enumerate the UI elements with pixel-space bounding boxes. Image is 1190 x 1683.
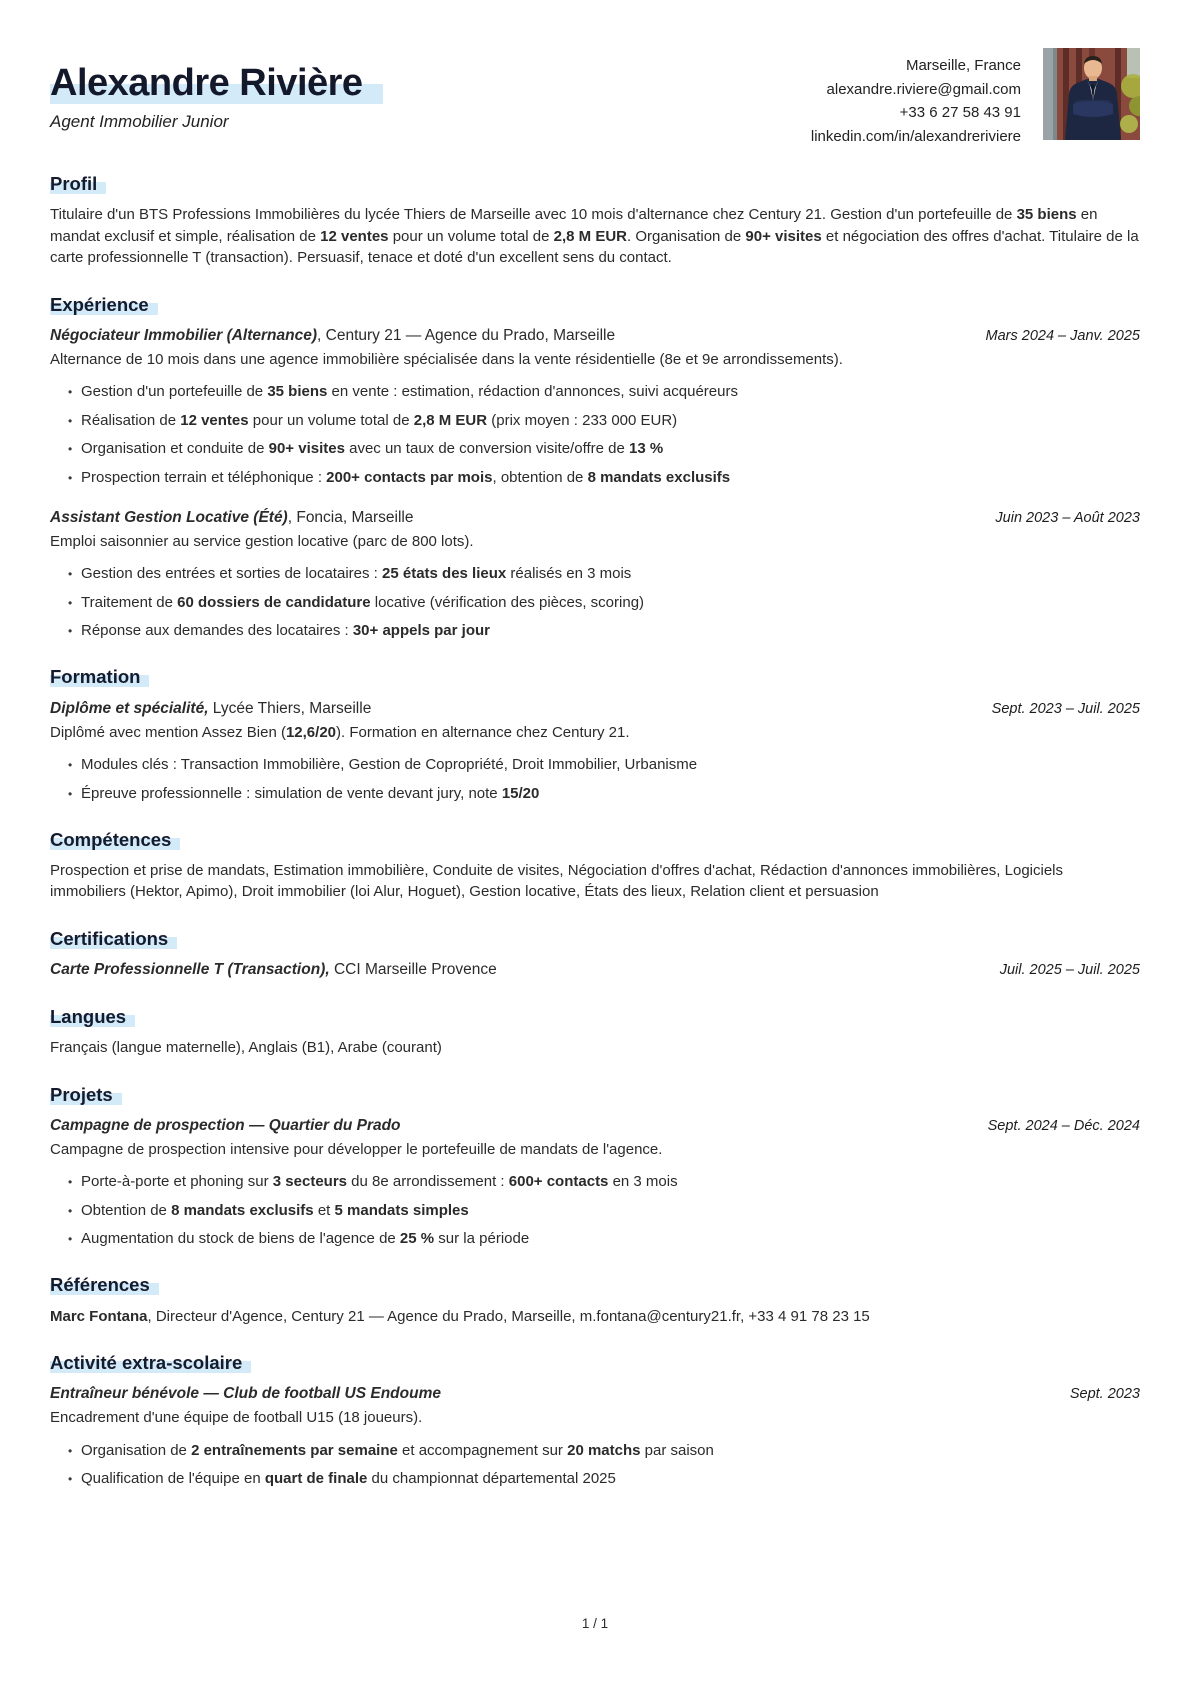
text-segment: , obtention de [492,468,588,486]
text-segment: et [313,1201,335,1219]
text-segment: Qualification de l'équipe en [81,1470,265,1488]
section-certifications [50,928,1140,981]
text-segment: Réponse aux demandes des locataires : [81,622,353,640]
text-segment: 20 matchs [567,1441,641,1459]
profile-photo [1043,48,1140,140]
text-segment: 13 % [629,440,664,458]
text-segment: 8 mandats exclusifs [171,1201,314,1219]
section-heading-text: Projets [50,1084,122,1105]
section-experience [50,294,1140,642]
text-segment: 35 biens [1016,206,1077,224]
entry-header [50,1115,1140,1137]
text-segment: ). Formation en alternance chez Century 21. [336,723,630,741]
header-identity [50,46,811,132]
text-segment: 12,6/20 [285,723,336,741]
text-segment: Marc Fontana [50,1307,148,1325]
text-segment: 600+ contacts [508,1173,609,1191]
text-segment: Gestion d'un portefeuille de [81,383,268,401]
text-segment: locative (vérification des pièces, scoring) [370,593,645,611]
bullet-item [68,468,1140,488]
entry [50,1115,1140,1250]
text-segment: Gestion des entrées et sorties de locataires : [81,565,382,583]
section-heading [50,1006,1140,1028]
text-segment: 2,8 M EUR [413,411,488,429]
text-segment: Modules clés : Transaction Immobilière, Gestion de Copropriété, Droit Immobilier, Urbanisme [81,756,698,774]
section-heading-text: Langues [50,1006,135,1027]
entry-description [50,1139,1140,1161]
entry [50,1383,1140,1489]
text-segment: pour un volume total de [388,227,554,245]
entry-description [50,1407,1140,1429]
section-competences [50,829,1140,903]
section-heading [50,928,1140,950]
text-segment: quart de finale [264,1470,368,1488]
text-segment: Prospection terrain et téléphonique : [81,468,327,486]
text-segment: 2,8 M EUR [553,227,627,245]
text-segment: 30+ appels par jour [352,622,490,640]
contact-line: Marseille, France [905,57,1021,74]
bullet-item [68,1172,1140,1192]
section-paragraph [50,1037,1140,1059]
text-segment: 200+ contacts par mois [326,468,493,486]
section-heading-text: Compétences [50,829,180,850]
section-heading-text: Expérience [50,294,158,315]
text-segment: Entraîneur bénévole — Club de football US Endoume [50,1385,441,1403]
text-segment: en mandat exclusif et simple, réalisation de [50,206,1098,245]
section-heading [50,829,1140,851]
text-segment: Négociateur Immobilier (Alternance) [50,326,318,344]
contact-line: alexandre.riviere@gmail.com [826,80,1021,98]
text-segment: Diplôme et spécialité, [50,699,209,717]
text-segment: 12 ventes [320,227,389,245]
text-segment: Encadrement d'une équipe de football U15 (18 joueurs). [50,1409,423,1427]
text-segment: Traitement de [81,593,178,611]
bullet-list [68,564,1140,641]
text-segment: , Century 21 — Agence du Prado, Marseille [317,326,616,344]
text-segment: Carte Professionnelle T (Transaction), [50,960,330,978]
text-segment: Lycée Thiers, Marseille [208,699,372,717]
contact-block [811,46,1021,148]
section-heading-text: Références [50,1274,159,1295]
bullet-item [68,382,1140,402]
entry-description [50,349,1140,371]
text-segment: Organisation de [81,1441,192,1459]
contact-line: linkedin.com/in/alexandreriviere [810,127,1021,145]
page-number: 1 / 1 [581,1616,609,1631]
text-segment: 25 états des lieux [382,565,507,583]
text-segment: Épreuve professionnelle : simulation de vente devant jury, note [81,784,502,802]
entry-date: Sept. 2023 [1069,1386,1140,1403]
text-segment: Campagne de prospection — Quartier du Prado [50,1116,401,1134]
contact-line: +33 6 27 58 43 91 [899,104,1021,121]
text-segment: Titulaire d'un BTS Professions Immobilières du lycée Thiers de Marseille avec 10 mois d'alternance chez Century 21. Gestion d'un portefeuille de [50,206,1017,224]
entry-title [50,959,980,980]
entry-date: Sept. 2023 – Juil. 2025 [991,700,1140,717]
sections [50,173,1140,1489]
text-segment: 35 biens [267,383,328,401]
entry-title [50,507,975,528]
text-segment: Assistant Gestion Locative (Été) [50,508,288,526]
section-heading [50,173,1140,195]
job-title: Agent Immobilier Junior [50,111,229,131]
text-segment: sur la période [434,1230,530,1248]
section-heading [50,1084,1140,1106]
text-segment: Français (langue maternelle), Anglais (B1), Arabe (courant) [50,1039,442,1057]
text-segment: du 8e arrondissement : [347,1173,509,1191]
entry-header [50,507,1140,529]
entry-header [50,959,1140,981]
entry-description [50,722,1140,744]
entry [50,507,1140,642]
text-segment: en 3 mois [608,1173,678,1191]
entry [50,325,1140,488]
entry-title [50,1115,968,1136]
person-name-text: Alexandre Rivière [50,62,383,104]
section-heading [50,294,1140,316]
section-activite-extra-scolaire [50,1352,1140,1489]
text-segment: (prix moyen : 233 000 EUR) [487,411,678,429]
section-heading-text: Activité extra-scolaire [50,1352,251,1373]
text-segment: pour un volume total de [248,411,414,429]
entry-header [50,1383,1140,1405]
section-profil [50,173,1140,269]
bullet-list [68,755,1140,804]
text-segment: 3 secteurs [272,1173,347,1191]
text-segment: 60 dossiers de candidature [177,593,371,611]
bullet-item [68,755,1140,775]
section-heading-text: Profil [50,173,106,194]
section-references [50,1274,1140,1327]
bullet-item [68,1201,1140,1221]
entry-header [50,325,1140,347]
text-segment: Diplômé avec mention Assez Bien ( [50,723,286,741]
bullet-item [68,1229,1140,1249]
text-segment: 2 entraînements par semaine [191,1441,398,1459]
entry-title [50,698,972,719]
text-segment: , Foncia, Marseille [287,508,414,526]
text-segment: 90+ visites [745,227,822,245]
text-segment: Alternance de 10 mois dans une agence immobilière spécialisée dans la vente résidentielle (8e et 9e arrondissements). [50,350,843,368]
section-paragraph [50,860,1140,903]
entry-title [50,1383,1050,1404]
text-segment: Organisation et conduite de [81,440,269,458]
bullet-item [68,784,1140,804]
section-heading [50,1274,1140,1296]
text-segment: Obtention de [81,1201,172,1219]
entry-description [50,531,1140,553]
text-segment: 12 ventes [180,411,249,429]
section-heading-text: Certifications [50,928,177,949]
section-langues [50,1006,1140,1059]
bullet-item [68,1441,1140,1461]
entry-date: Sept. 2024 – Déc. 2024 [987,1117,1140,1134]
entry-date: Mars 2024 – Janv. 2025 [985,327,1140,344]
bullet-list [68,382,1140,488]
bullet-item [68,439,1140,459]
entry [50,959,1140,981]
text-segment: Prospection et prise de mandats, Estimation immobilière, Conduite de visites, Négociation d'offres d'achat, Rédaction d'annonces immobilières, Logiciels immobiliers (Hektor, Apimo), Droit immobilier (loi Alur, Hoguet), Gestion locative, États des lieux, Relation client et persuasion [50,861,1064,901]
entry-header [50,698,1140,720]
text-segment: du championnat départemental 2025 [367,1470,616,1488]
section-formation [50,666,1140,803]
text-segment: avec un taux de conversion visite/offre de [344,440,629,458]
text-segment: Réalisation de [81,411,181,429]
section-paragraph [50,1306,1140,1328]
section-heading [50,1352,1140,1374]
text-segment: 90+ visites [268,440,345,458]
text-segment: , Directeur d'Agence, Century 21 — Agence du Prado, Marseille, m.fontana@century21.fr, +33 4 91 78 23 15 [147,1307,870,1325]
section-paragraph [50,204,1140,269]
bullet-item [68,621,1140,641]
text-segment: . Organisation de [627,227,746,245]
entry-date: Juin 2023 – Août 2023 [995,509,1140,526]
entry [50,698,1140,804]
text-segment: CCI Marseille Provence [329,960,497,978]
entry-title [50,325,966,346]
text-segment: 5 mandats simples [334,1201,469,1219]
entry-date: Juil. 2025 – Juil. 2025 [999,961,1140,978]
text-segment: Porte-à-porte et phoning sur [81,1173,273,1191]
bullet-item [68,564,1140,584]
bullet-list [68,1441,1140,1490]
text-segment: en vente : estimation, rédaction d'annonces, suivi acquéreurs [327,383,738,401]
bullet-list [68,1172,1140,1249]
person-name [50,62,811,106]
section-projets [50,1084,1140,1250]
text-segment: Augmentation du stock de biens de l'agence de [81,1230,400,1248]
text-segment: 25 % [399,1230,435,1248]
text-segment: par saison [640,1441,714,1459]
text-segment: 15/20 [501,784,540,802]
text-segment: Emploi saisonnier au service gestion locative (parc de 800 lots). [50,532,474,550]
bullet-item [68,411,1140,431]
text-segment: réalisés en 3 mois [506,565,632,583]
header [50,46,1140,148]
section-heading-text: Formation [50,666,149,687]
profile-photo-graphic [1043,48,1140,140]
bullet-item [68,593,1140,613]
text-segment: 8 mandats exclusifs [587,468,731,486]
bullet-item [68,1469,1140,1489]
text-segment: Campagne de prospection intensive pour développer le portefeuille de mandats de l'agence. [50,1140,663,1158]
text-segment: et accompagnement sur [397,1441,568,1459]
text-segment: et négociation des offres d'achat. Titulaire de la carte professionnelle T (transaction). Persuasif, tenace et doté d'un excellent sens du contact. [50,227,1139,267]
section-heading [50,666,1140,688]
